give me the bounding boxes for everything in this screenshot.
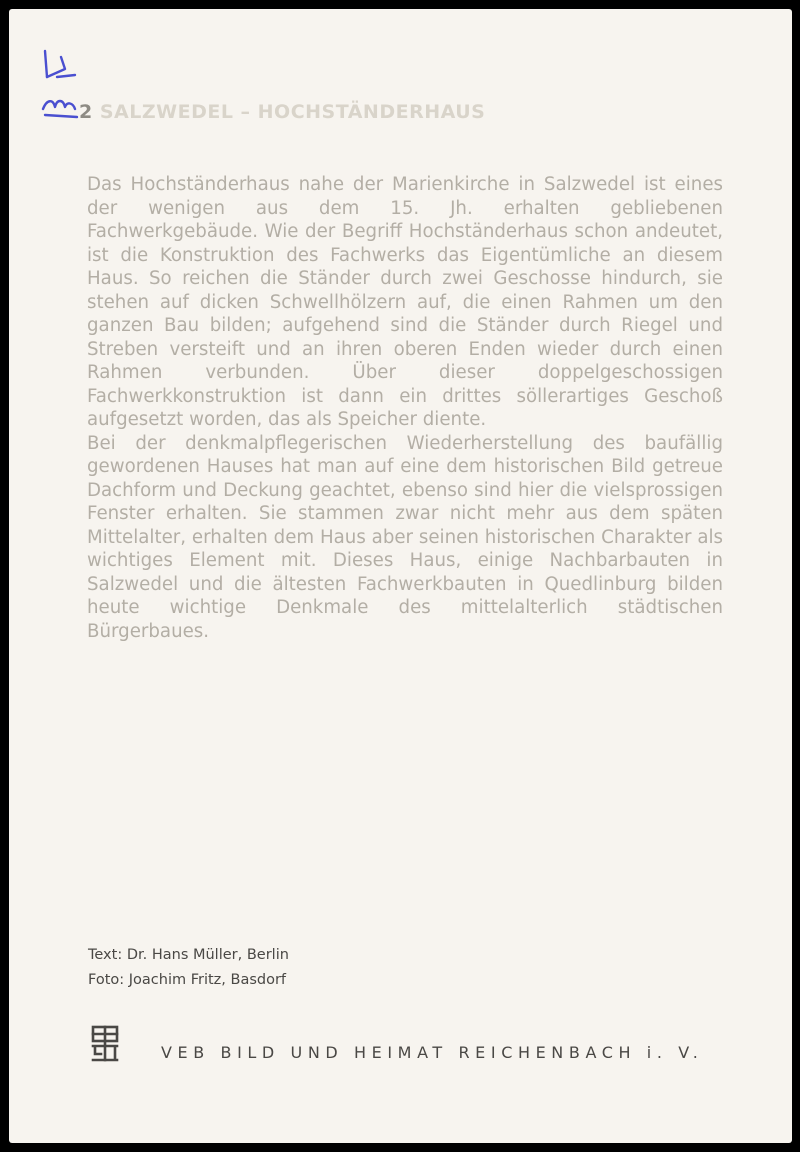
- bild-und-heimat-logo-icon: [89, 1024, 121, 1062]
- page-title: [79, 101, 485, 123]
- description-text: [87, 173, 723, 643]
- text-credit: Text: Dr. Hans Müller, Berlin: [88, 947, 289, 963]
- postcard-back: [9, 9, 792, 1143]
- publisher-line: VEB BILD UND HEIMAT REICHENBACH i. V.: [161, 1043, 704, 1062]
- paragraph-1: Das Hochständerhaus nahe der Marienkirche in Salzwedel ist eines der wenigen aus dem 15. Jh. erhalten gebliebenen Fachwerkgebäude. Wie der Begriff Hochständerhaus schon andeutet, ist die Konstruktion des Fachwerks das Eigentümliche an diesem Haus. So reichen die Ständer durch zwei Geschosse hindurch, sie stehen auf dicken Schwellhölzern auf, die einen Rahmen um den ganzen Bau bilden; aufgehend sind die Ständer durch Riegel und Streben versteift und an ihren oberen Enden wieder durch einen Rahmen verbunden. Über dieser doppelgeschossigen Fachwerkkonstruktion ist dann ein drittes söllerartiges Geschoß aufgesetzt worden, das als Speicher diente.: [87, 174, 723, 430]
- photo-credit: Foto: Joachim Fritz, Basdorf: [88, 972, 287, 988]
- credits: [88, 943, 289, 993]
- paragraph-2: Bei der denkmalpflegerischen Wiederherstellung des baufällig gewordenen Hauses hat man auf eine dem historischen Bild getreue Dachform und Deckung geachtet, ebenso sind hier die vielsprossigen Fenster erhalten. Sie stammen zwar nicht mehr aus dem späten Mittelalter, erhalten dem Haus aber seinen historischen Charakter als wichtiges Element mit. Dieses Haus, einige Nachbarbauten in Salzwedel und die ältesten Fachwerkbauten in Quedlinburg bilden heute wichtige Denkmale des mittelalterlich städtischen Bürgerbaues.: [87, 432, 723, 642]
- title-number: 2: [79, 101, 93, 123]
- title-text: SALZWEDEL – HOCHSTÄNDERHAUS: [99, 101, 486, 123]
